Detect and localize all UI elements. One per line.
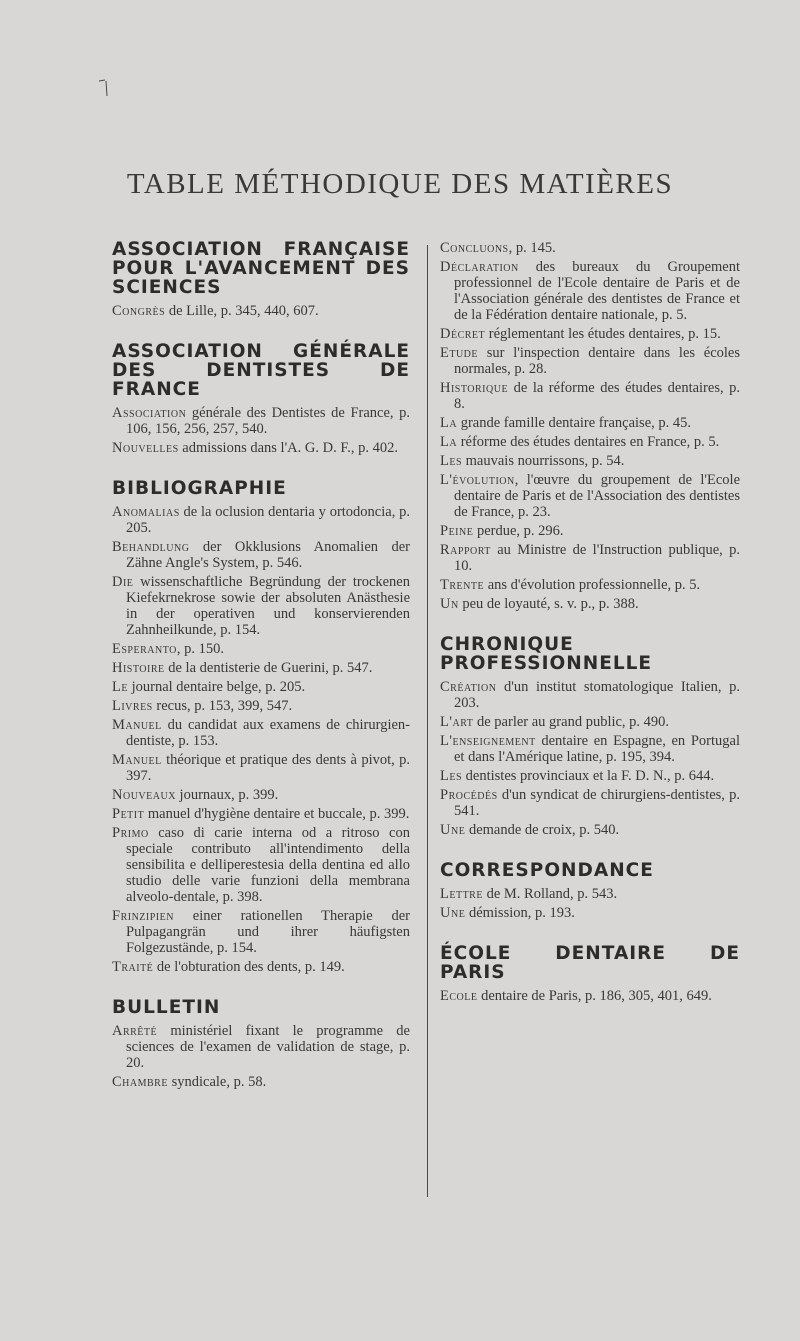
entry-keyword: Une: [440, 905, 466, 921]
entry-keyword: Concluons: [440, 240, 509, 256]
entry-text: des bureaux du Groupement professionnel de l'Ecole dentaire de Paris et de l'Association générale des dentistes de France et de la Fédération dentaire nationale, p. 5.: [454, 259, 740, 323]
index-entry: [440, 768, 740, 784]
entry-keyword: Rapport: [440, 542, 491, 558]
index-entry: [112, 908, 410, 956]
entry-text: manuel d'hygiène dentaire et buccale, p. 399.: [144, 806, 410, 822]
index-entry: [112, 303, 410, 319]
entry-keyword: Manuel: [112, 752, 162, 768]
entry-text: perdue, p. 296.: [473, 523, 564, 539]
entry-text: au Ministre de l'Instruction publique, p. 10.: [454, 542, 740, 574]
entry-keyword: Etude: [440, 345, 479, 361]
index-entry: [440, 886, 740, 902]
index-entry: [440, 415, 740, 431]
index-entry: [112, 440, 410, 456]
section-agdf: [112, 342, 410, 456]
page-mark-icon: [96, 78, 110, 98]
column-divider: [427, 245, 428, 1197]
entry-keyword: Nouvelles: [112, 440, 179, 456]
entry-text: dentaire de Paris, p. 186, 305, 401, 649.: [477, 988, 712, 1004]
entry-keyword: Traité: [112, 959, 154, 975]
entry-text: journal dentaire belge, p. 205.: [127, 679, 306, 695]
entry-keyword: Le: [112, 679, 128, 695]
section-bulletin: [112, 998, 410, 1090]
index-entry: [112, 806, 410, 822]
section-heading: ASSOCIATION GÉNÉRALE DES DENTISTES DE FRANCE: [112, 341, 410, 400]
section-correspondance: [440, 861, 740, 921]
section-heading: BULLETIN: [112, 997, 221, 1018]
entry-keyword: Esperanto: [112, 641, 177, 657]
left-column: [112, 240, 410, 1093]
entry-keyword: La: [440, 434, 458, 450]
index-entry: [440, 787, 740, 819]
index-entry: [440, 577, 740, 593]
entry-text: dentistes provinciaux et la F. D. N., p. 644.: [462, 768, 715, 784]
entry-keyword: La: [440, 415, 458, 431]
index-entry: [112, 825, 410, 905]
index-entry: [440, 679, 740, 711]
entry-text: demande de croix, p. 540.: [465, 822, 620, 838]
entry-keyword: Création: [440, 679, 497, 695]
entry-text: caso di carie interna od a ritroso con speciale contributo all'intendimento della sensibilita e delliperestesia della dentina ed allo studio delle varie funzioni della membrana alveolo-dentale, p. 398.: [126, 825, 410, 905]
index-entry: [112, 787, 410, 803]
section-heading: CORRESPONDANCE: [440, 860, 654, 881]
entry-text: ministériel fixant le programme de sciences de l'examen de validation de stage, p. 20.: [126, 1023, 410, 1071]
entry-keyword: Anomalias: [112, 504, 180, 520]
entry-text: d'un syndicat de chirurgiens-dentistes, p. 541.: [454, 787, 740, 819]
entry-keyword: Association: [112, 405, 187, 421]
entry-keyword: Livres: [112, 698, 153, 714]
entry-text: réglementant les études dentaires, p. 15.: [485, 326, 721, 342]
entry-keyword: Procédés: [440, 787, 498, 803]
entry-text: wissenschaftliche Begründung der trockenen Kiefekrnekrose sowie der absoluten Anästhesie in der operativen und konservierenden Zahnheilkunde, p. 154.: [126, 574, 410, 638]
entry-keyword: Congrès: [112, 303, 166, 319]
entry-text: de la dentisterie de Guerini, p. 547.: [164, 660, 373, 676]
entry-keyword: Die: [112, 574, 134, 590]
entry-keyword: Trente: [440, 577, 485, 593]
entry-text: recus, p. 153, 399, 547.: [152, 698, 293, 714]
entry-text: der Okklusions Anomalien der Zähne Angle's System, p. 546.: [126, 539, 410, 571]
section-heading: ASSOCIATION FRANÇAISE POUR L'AVANCEMENT DES SCIENCES: [112, 239, 410, 298]
index-entry: [440, 240, 740, 256]
entry-text: de l'obturation des dents, p. 149.: [153, 959, 345, 975]
entry-text: , p. 145.: [508, 240, 556, 256]
section-heading: BIBLIOGRAPHIE: [112, 478, 287, 499]
index-entry: [440, 472, 740, 520]
index-entry: [112, 679, 410, 695]
index-entry: [112, 752, 410, 784]
entry-text: démission, p. 193.: [465, 905, 575, 921]
entry-text: de la réforme des études dentaires, p. 8.: [454, 380, 740, 412]
entry-keyword: Ecole: [440, 988, 478, 1004]
section-heading: ÉCOLE DENTAIRE DE PARIS: [440, 943, 740, 983]
index-entry: [440, 453, 740, 469]
index-entry: [440, 326, 740, 342]
index-entry: [440, 542, 740, 574]
section-ecole-dentaire: [440, 944, 740, 1004]
entry-keyword: Historique: [440, 380, 509, 396]
entry-text: réforme des études dentaires en France, p. 5.: [457, 434, 720, 450]
entry-text: , p. 150.: [176, 641, 224, 657]
entry-text: dentaire en Espagne, en Portugal et dans l'Amérique latine, p. 195, 394.: [454, 733, 740, 765]
entry-text: , l'œuvre du groupement de l'Ecole dentaire de Paris et de l'Association des dentistes de France, p. 23.: [454, 472, 740, 520]
entry-text: du candidat aux examens de chirurgien-dentiste, p. 153.: [126, 717, 410, 749]
index-entry: [440, 523, 740, 539]
entry-keyword: Lettre: [440, 886, 483, 902]
index-entry: [112, 405, 410, 437]
entry-keyword: Peine: [440, 523, 474, 539]
entry-text: générale des Dentistes de France, p. 106, 156, 256, 257, 540.: [126, 405, 410, 437]
index-entry: [440, 905, 740, 921]
index-entry: [440, 380, 740, 412]
index-entry: [440, 434, 740, 450]
index-entry: [440, 988, 740, 1004]
index-entry: [440, 345, 740, 377]
entry-keyword: Arrêté: [112, 1023, 158, 1039]
entry-keyword: Nouveaux: [112, 787, 176, 803]
entry-keyword: Un: [440, 596, 459, 612]
entry-text: peu de loyauté, s. v. p., p. 388.: [458, 596, 639, 612]
entry-keyword: Manuel: [112, 717, 162, 733]
index-entry: [112, 1023, 410, 1071]
page-title: TABLE MÉTHODIQUE DES MATIÈRES: [126, 168, 674, 200]
entry-keyword: Déclaration: [440, 259, 519, 275]
index-entry: [440, 714, 740, 730]
entry-text: de parler au grand public, p. 490.: [473, 714, 670, 730]
index-entry: [440, 259, 740, 323]
entry-keyword: Décret: [440, 326, 486, 342]
index-entry: [440, 596, 740, 612]
index-entry: [112, 698, 410, 714]
index-entry: [112, 1074, 410, 1090]
entry-keyword: Les: [440, 768, 463, 784]
entry-keyword: Histoire: [112, 660, 165, 676]
section-heading: CHRONIQUE PROFESSIONNELLE: [440, 634, 653, 674]
entry-keyword: L'art: [440, 714, 474, 730]
entry-text: admissions dans l'A. G. D. F., p. 402.: [178, 440, 399, 456]
index-entry: [112, 504, 410, 536]
right-column: [440, 240, 740, 1007]
entry-keyword: Behandlung: [112, 539, 190, 555]
index-entry: [112, 539, 410, 571]
index-entry: [112, 959, 410, 975]
entry-text: einer rationellen Therapie der Pulpagangrän und ihrer häufigsten Folgezustände, p. 154.: [126, 908, 410, 956]
entry-keyword: Une: [440, 822, 466, 838]
entry-keyword: Frinzipien: [112, 908, 174, 924]
entry-text: de la oclusion dentaria y ortodoncia, p. 205.: [126, 504, 410, 536]
entry-text: mauvais nourrissons, p. 54.: [462, 453, 625, 469]
entry-text: sur l'inspection dentaire dans les écoles normales, p. 28.: [454, 345, 740, 377]
index-entry: [440, 733, 740, 765]
index-entry: [440, 822, 740, 838]
entry-keyword: L'enseignement: [440, 733, 536, 749]
entry-text: de M. Rolland, p. 543.: [482, 886, 618, 902]
entry-text: d'un institut stomatologique Italien, p. 203.: [454, 679, 740, 711]
entry-keyword: Petit: [112, 806, 145, 822]
entry-keyword: L'évolution: [440, 472, 515, 488]
entry-keyword: Les: [440, 453, 463, 469]
section-bulletin-continued: [440, 240, 740, 612]
index-entry: [112, 574, 410, 638]
index-entry: [112, 717, 410, 749]
entry-keyword: Chambre: [112, 1074, 168, 1090]
entry-keyword: Primo: [112, 825, 149, 841]
section-afas: [112, 240, 410, 319]
entry-text: théorique et pratique des dents à pivot, p. 397.: [126, 752, 410, 784]
index-entry: [112, 641, 410, 657]
index-entry: [112, 660, 410, 676]
entry-text: de Lille, p. 345, 440, 607.: [165, 303, 319, 319]
entry-text: journaux, p. 399.: [175, 787, 279, 803]
section-chronique: [440, 635, 740, 838]
entry-text: ans d'évolution professionnelle, p. 5.: [484, 577, 701, 593]
section-bibliographie: [112, 479, 410, 975]
entry-text: syndicale, p. 58.: [167, 1074, 267, 1090]
entry-text: grande famille dentaire française, p. 45.: [457, 415, 691, 431]
